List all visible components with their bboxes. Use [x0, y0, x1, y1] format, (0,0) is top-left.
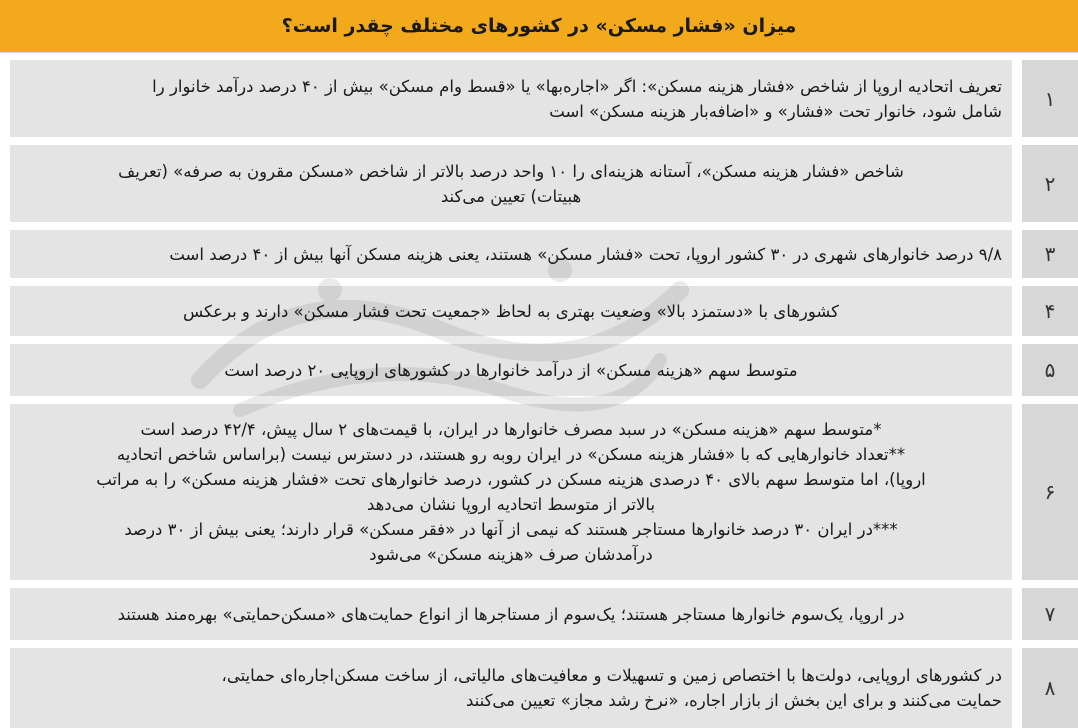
- row-number: ۳: [1022, 230, 1078, 278]
- table-row: [0, 404, 1078, 580]
- row-text-line: بالاتر از متوسط اتحادیه اروپا نشان می‌دهد: [366, 495, 656, 514]
- row-number: ۲: [1022, 145, 1078, 222]
- row-text-line: متوسط سهم «هزینه مسکن» از درآمد خانوارها در کشورهای اروپایی ۲۰ درصد است: [224, 360, 798, 380]
- row-number: ۴: [1022, 286, 1078, 336]
- row-text-cell: [10, 588, 1012, 640]
- row-text-line: حمایت می‌کنند و برای این بخش از بازار اجاره، «نرخ رشد مجاز» تعیین می‌کنند: [465, 691, 1002, 710]
- row-text-line: درآمدشان صرف «هزینه مسکن» می‌شود: [369, 545, 653, 564]
- row-text-line: شاخص «فشار هزینه مسکن»، آستانه هزینه‌ای را ۱۰ واحد درصد بالاتر از شاخص «مسکن مقرون به صرفه» (تعریف: [118, 161, 904, 181]
- row-text-line: هبیتات) تعیین می‌کند: [440, 186, 582, 206]
- row-text-cell: [10, 344, 1012, 396]
- row-text-cell: [10, 145, 1012, 222]
- row-text-line: تعریف اتحادیه اروپا از شاخص «فشار هزینه مسکن»: اگر «اجاره‌بها» یا «قسط وام مسکن» بیش از ۴۰ درصد درآمد خانوار را: [152, 76, 1002, 96]
- table-row: [0, 344, 1078, 396]
- table-title: میزان «فشار مسکن» در کشورهای مختلف چقدر است؟: [281, 15, 797, 37]
- row-number: ۸: [1022, 648, 1078, 728]
- row-text-cell: [10, 286, 1012, 336]
- row-text-cell: [10, 404, 1012, 580]
- row-text-line: *متوسط سهم «هزینه مسکن» در سبد مصرف خانوارها در ایران، با قیمت‌های ۲ سال پیش، ۴۲/۴ درصد است: [140, 420, 882, 439]
- table-header: [0, 0, 1078, 53]
- row-text-line: در کشورهای اروپایی، دولت‌ها با اختصاص زمین و تسهیلات و معافیت‌های مالیاتی، از ساخت مسکن‌اجاره‌ای حمایتی،: [221, 666, 1002, 685]
- row-text-cell: [10, 230, 1012, 278]
- row-text-line: **تعداد خانوارهایی که با «فشار هزینه مسکن» در ایران روبه رو هستند، در دسترس نیست (براساس شاخص اتحادیه: [116, 445, 906, 464]
- row-text-line: کشورهای با «دستمزد بالا» وضعیت بهتری به لحاظ «جمعیت تحت فشار مسکن» دارند و برعکس: [183, 301, 839, 321]
- table-row: [0, 588, 1078, 640]
- table-row: [0, 286, 1078, 336]
- row-text-line: اروپا)، اما متوسط سهم بالای ۴۰ درصدی هزینه مسکن در کشور، درصد خانوارهای تحت «فشار هزینه مسکن» را به مراتب: [96, 470, 926, 489]
- row-text-line: ***در ایران ۳۰ درصد خانوارها مستاجر هستند که نیمی از آنها در «فقر مسکن» قرار دارند؛ یعنی بیش از ۳۰ درصد: [124, 520, 898, 539]
- row-text-cell: [10, 648, 1012, 728]
- row-text-line: شامل شود، خانوار تحت «فشار» و «اضافه‌بار هزینه مسکن» است: [549, 101, 1002, 121]
- row-number: ۱: [1022, 60, 1078, 137]
- row-number: ۵: [1022, 344, 1078, 396]
- table-row: [0, 648, 1078, 728]
- row-number: ۶: [1022, 404, 1078, 580]
- row-text-cell: [10, 60, 1012, 137]
- row-number: ۷: [1022, 588, 1078, 640]
- table-row: [0, 60, 1078, 137]
- row-text-line: در اروپا، یک‌سوم خانوارها مستاجر هستند؛ یک‌سوم از مستاجرها از انواع حمایت‌های «مسکن‌حمایتی» بهره‌مند هستند: [117, 604, 905, 624]
- table-row: [0, 230, 1078, 278]
- row-text-line: ۹/۸ درصد خانوارهای شهری در ۳۰ کشور اروپا، تحت «فشار مسکن» هستند، یعنی هزینه مسکن آنها بیش از ۴۰ درصد است: [169, 244, 1002, 264]
- table-row: [0, 145, 1078, 222]
